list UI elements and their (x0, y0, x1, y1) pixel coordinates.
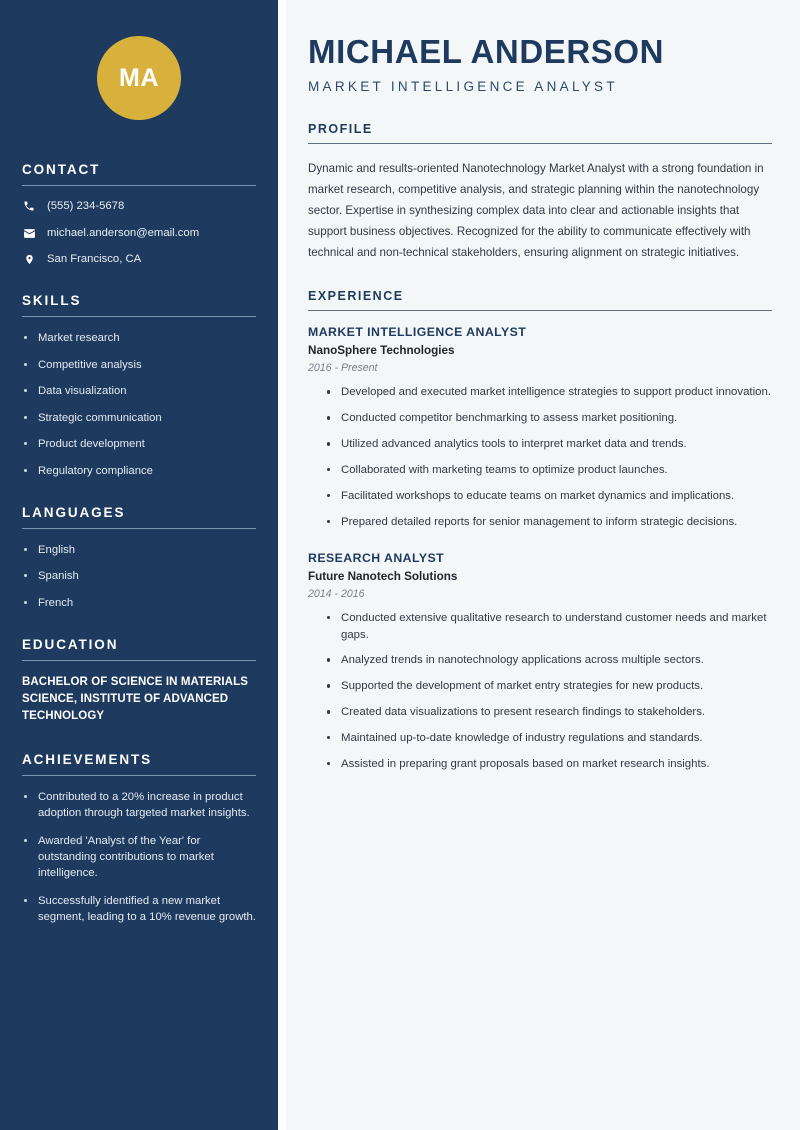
column-gap (278, 0, 286, 1130)
sidebar-section-languages (22, 505, 256, 611)
experience-dates: 2016 - Present (308, 362, 378, 375)
list-item: Conducted competitor benchmarking to assess market positioning. (326, 410, 772, 427)
experience-divider (308, 310, 772, 311)
skills-heading: SKILLS (22, 293, 82, 309)
list-item: Market research (22, 330, 256, 346)
skills-divider (22, 316, 256, 317)
list-item: Utilized advanced analytics tools to interpret market data and trends. (326, 436, 772, 453)
contact-item-phone[interactable] (22, 199, 256, 214)
list-item: Facilitated workshops to educate teams on market dynamics and implications. (326, 488, 772, 505)
experience-bullets (308, 384, 772, 530)
page-title: MICHAEL ANDERSON (308, 33, 665, 70)
list-item: Product development (22, 436, 256, 452)
main-content (286, 0, 800, 1130)
sidebar-section-contact (22, 162, 256, 267)
list-item: Strategic communication (22, 410, 256, 426)
achievements-divider (22, 775, 256, 776)
experience-company: Future Nanotech Solutions (308, 569, 458, 583)
list-item: Assisted in preparing grant proposals based on market research insights. (326, 756, 772, 773)
experience-job-title: RESEARCH ANALYST (308, 550, 445, 565)
experience-heading: EXPERIENCE (308, 289, 404, 304)
education-degree: BACHELOR OF SCIENCE IN MATERIALS SCIENCE, INSTITUTE OF ADVANCED TECHNOLOGY (22, 675, 248, 723)
achievements-list (22, 789, 256, 925)
experience-bullets (308, 610, 772, 773)
envelope-icon (22, 227, 36, 240)
contact-location-value: San Francisco, CA (47, 253, 142, 266)
list-item: Collaborated with marketing teams to optimize product launches. (326, 462, 772, 479)
contact-list (22, 199, 256, 267)
achievements-heading: ACHIEVEMENTS (22, 751, 153, 767)
location-pin-icon (22, 253, 36, 266)
avatar-container (22, 0, 256, 162)
contact-item-email[interactable] (22, 226, 256, 241)
job-role-subtitle: MARKET INTELLIGENCE ANALYST (308, 78, 618, 94)
sidebar-section-achievements (22, 752, 256, 925)
profile-divider (308, 143, 772, 144)
list-item: Supported the development of market entry strategies for new products. (326, 678, 772, 695)
list-item: Successfully identified a new market segment, leading to a 10% revenue growth. (22, 893, 256, 925)
education-heading: EDUCATION (22, 636, 119, 652)
avatar: MA (97, 36, 181, 120)
experience-entry (308, 551, 772, 773)
list-item: Contributed to a 20% increase in product adoption through targeted market insights. (22, 789, 256, 821)
experience-dates: 2014 - 2016 (308, 587, 365, 600)
contact-divider (22, 185, 256, 186)
list-item: Prepared detailed reports for senior management to inform strategic decisions. (326, 514, 772, 531)
languages-list (22, 542, 256, 611)
list-item: Competitive analysis (22, 357, 256, 373)
experience-entry (308, 325, 772, 530)
contact-email-value: michael.anderson@email.com (47, 226, 200, 239)
list-item: Analyzed trends in nanotechnology applications across multiple sectors. (326, 652, 772, 669)
experience-job-title: MARKET INTELLIGENCE ANALYST (308, 325, 527, 340)
education-divider (22, 660, 256, 661)
list-item: Awarded 'Analyst of the Year' for outstanding contributions to market intelligence. (22, 833, 256, 881)
list-item: Spanish (22, 568, 256, 584)
list-item: English (22, 542, 256, 558)
phone-icon (22, 200, 36, 212)
languages-divider (22, 528, 256, 529)
list-item: Maintained up-to-date knowledge of industry regulations and standards. (326, 730, 772, 747)
contact-item-location[interactable] (22, 252, 256, 267)
profile-text: Dynamic and results-oriented Nanotechnology Market Analyst with a strong foundation in market research, competitive analysis, and strategic planning within the nanotechnology sector. Expertise in synthesizing complex data into clear and actionable insights that support business objectives. Recognized for the ability to communicate effectively with technical and non-technical stakeholders, ensuring alignment on strategic initiatives. (308, 161, 764, 260)
list-item: Data visualization (22, 383, 256, 399)
section-profile (308, 122, 772, 263)
contact-heading: CONTACT (22, 162, 101, 177)
profile-heading: PROFILE (308, 121, 373, 136)
list-item: Regulatory compliance (22, 463, 256, 479)
list-item: French (22, 595, 256, 611)
sidebar-section-skills (22, 293, 256, 479)
sidebar-section-education (22, 637, 256, 726)
experience-company: NanoSphere Technologies (308, 344, 455, 358)
skills-list (22, 330, 256, 479)
contact-phone-value: (555) 234-5678 (47, 200, 125, 212)
list-item: Created data visualizations to present research findings to stakeholders. (326, 704, 772, 721)
list-item: Developed and executed market intelligence strategies to support product innovation. (326, 384, 772, 401)
list-item: Conducted extensive qualitative research to understand customer needs and market gaps. (326, 610, 772, 644)
section-experience (308, 289, 772, 772)
languages-heading: LANGUAGES (22, 504, 126, 520)
sidebar (0, 0, 278, 1130)
